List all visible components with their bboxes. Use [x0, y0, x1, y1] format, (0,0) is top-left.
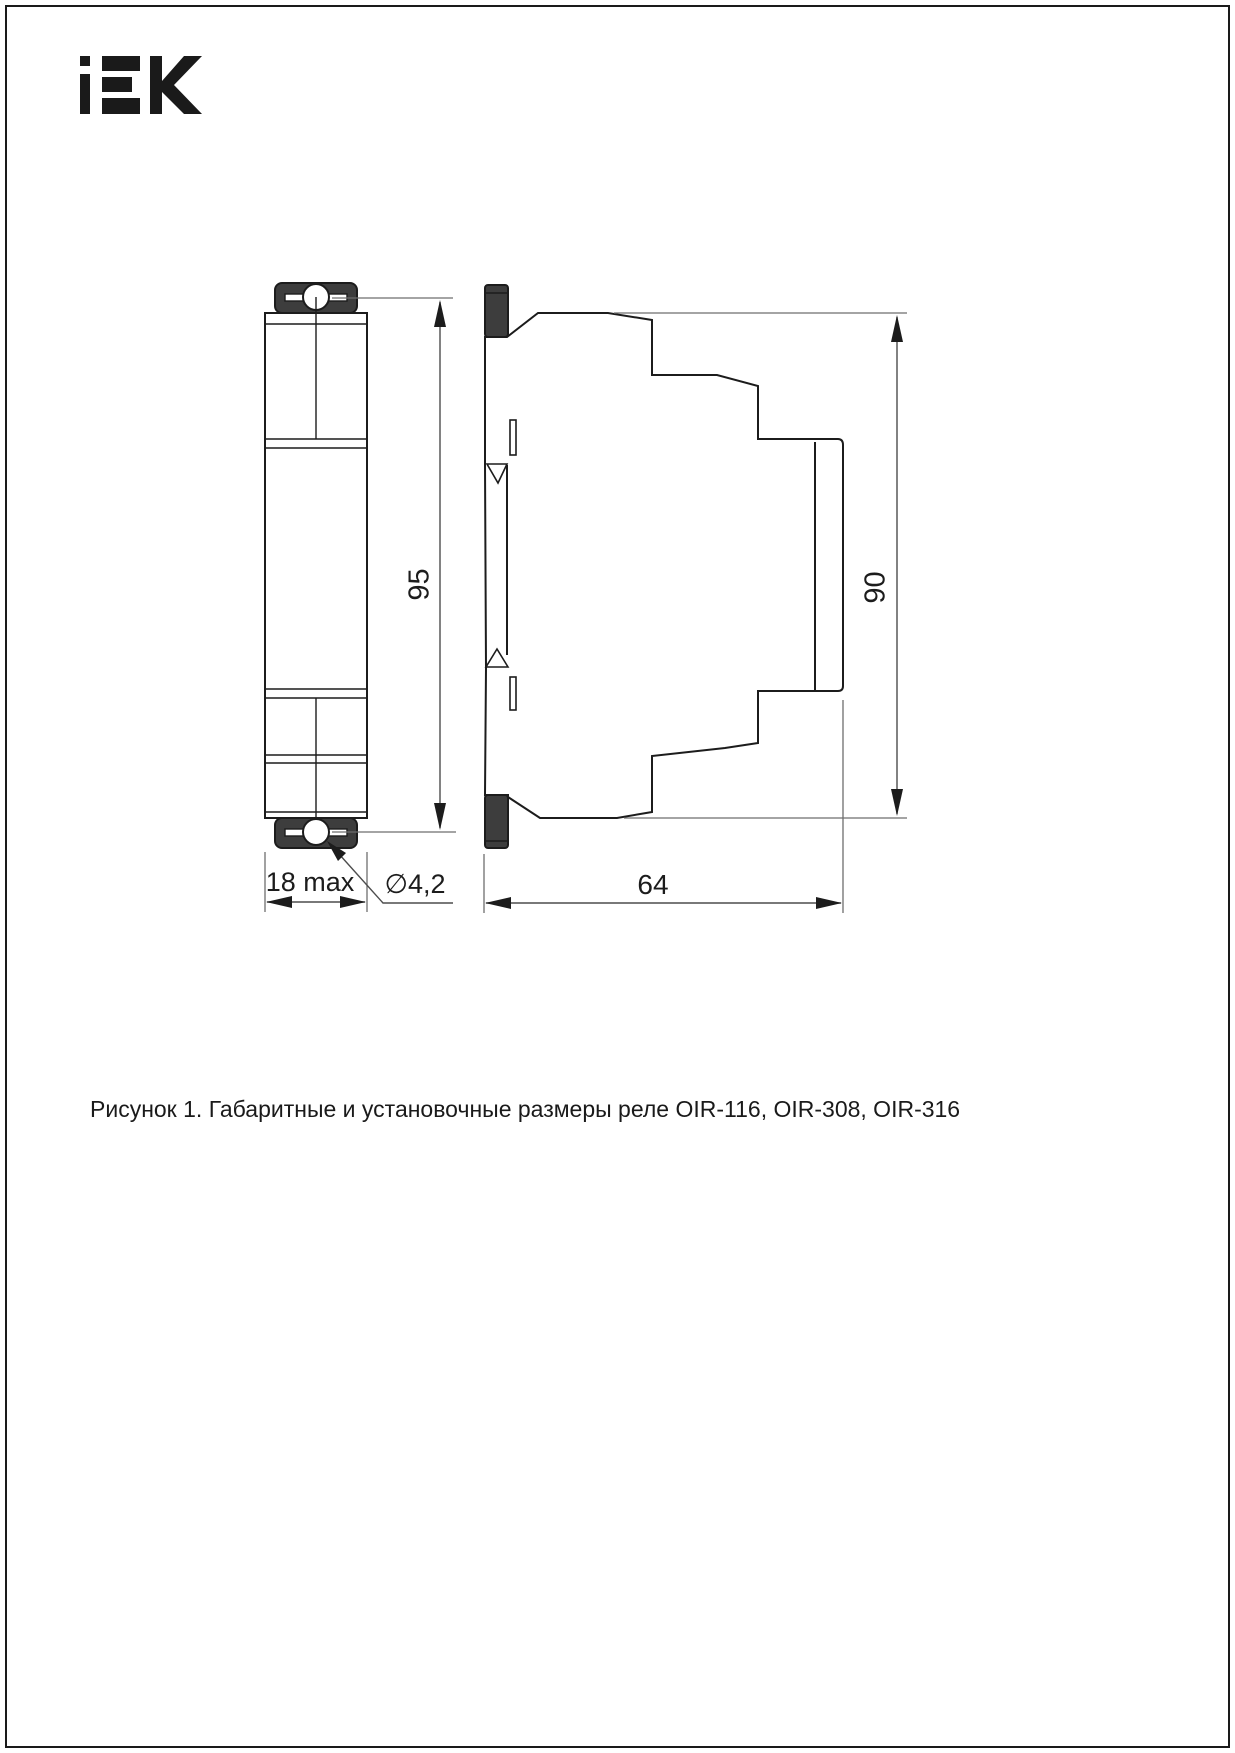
side-bottom-din-foot	[485, 795, 508, 848]
figure-caption: Рисунок 1. Габаритные и установочные размеры реле OIR-116, OIR-308, OIR-316	[90, 1096, 961, 1122]
dim-90-label: 90	[859, 571, 892, 604]
hole-diameter-label: ∅4,2	[384, 869, 446, 899]
dim-95-arrow-down	[434, 803, 446, 830]
dim-18-arrow-left	[266, 896, 292, 908]
dim-90-arrow-down	[891, 789, 903, 816]
dim-95-arrow-up	[434, 300, 446, 327]
dim-90-arrow-up	[891, 315, 903, 342]
front-bottom-mount-hole	[303, 819, 329, 845]
front-view	[265, 283, 367, 848]
dim-18max-label: 18 max	[265, 867, 355, 897]
dim-95-label: 95	[403, 568, 436, 601]
side-slot-upper	[510, 420, 516, 455]
side-case-outline	[485, 313, 843, 818]
dim-64-arrow-left	[485, 897, 511, 909]
side-slot-lower	[510, 677, 516, 710]
dim-64-arrow-right	[816, 897, 842, 909]
side-view	[485, 285, 843, 848]
dim-64-label: 64	[637, 869, 669, 900]
dim-18-arrow-right	[340, 896, 366, 908]
